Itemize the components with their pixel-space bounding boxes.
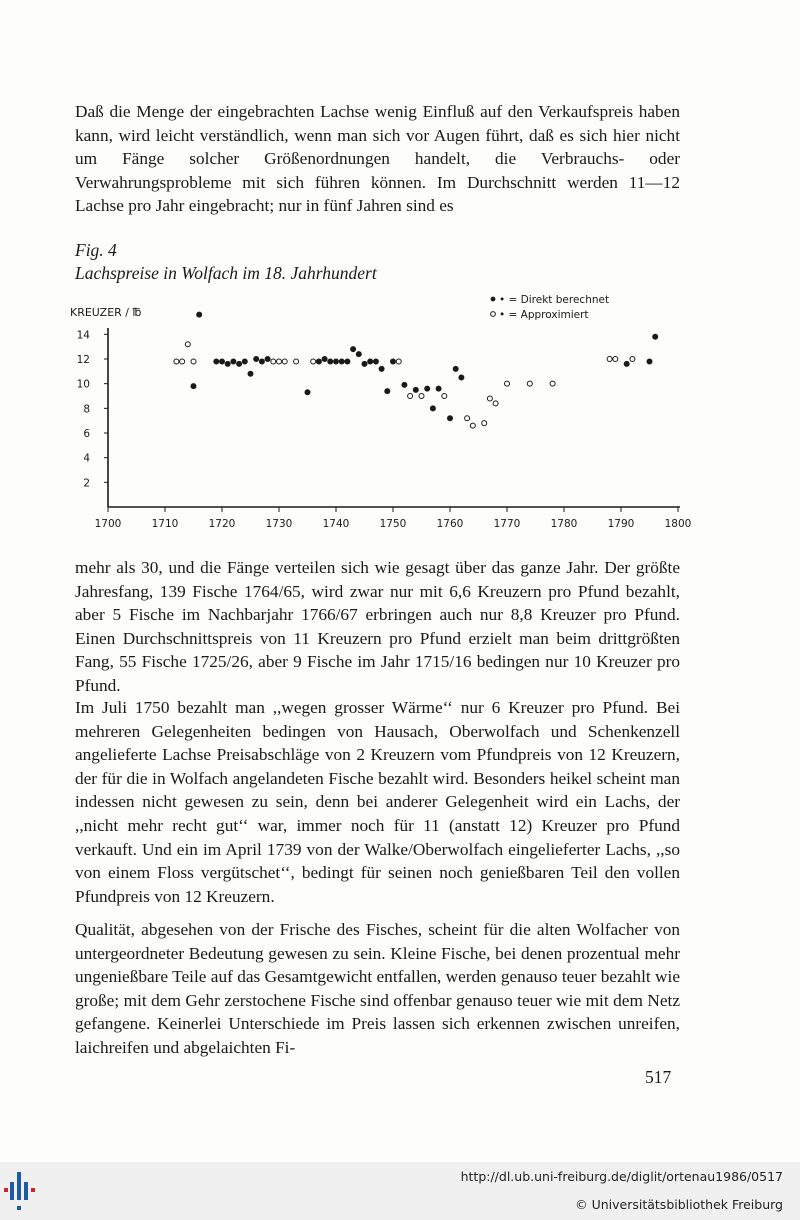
data-point-direct xyxy=(334,359,339,364)
x-ticks xyxy=(95,507,692,530)
data-point-approx xyxy=(311,359,316,364)
data-point-approx xyxy=(482,421,487,426)
y-axis-label: KREUZER / ℔ xyxy=(70,306,142,319)
price-scatter-chart xyxy=(60,288,695,533)
y-tick-label: 12 xyxy=(76,354,90,366)
legend-open-marker xyxy=(491,312,496,317)
y-tick-label: 8 xyxy=(83,403,90,416)
data-point-approx xyxy=(419,394,424,399)
data-point-approx xyxy=(613,357,618,362)
x-tick-label: 1710 xyxy=(151,518,179,530)
data-point-approx xyxy=(630,357,635,362)
data-point-approx xyxy=(180,359,185,364)
data-point-direct xyxy=(214,359,219,364)
data-point-direct xyxy=(254,357,259,362)
figure-title: Lachspreise in Wolfach im 18. Jahrhundert xyxy=(75,263,377,283)
data-point-direct xyxy=(362,361,367,366)
x-tick-label: 1740 xyxy=(322,518,350,530)
data-point-approx xyxy=(191,359,196,364)
data-point-direct xyxy=(197,312,202,317)
university-library-logo xyxy=(0,1162,60,1220)
data-point-direct xyxy=(305,390,310,395)
x-tick-label: 1730 xyxy=(265,518,293,530)
legend-item-approximiert: • = Approximiert xyxy=(499,309,589,321)
paragraph-quality: Qualität, abgesehen von der Frische des Fisches, scheint für die alten Wolfacher von untergeordneter Bedeutung gewesen zu sein. Kleine Fische, bei denen prozentual mehr ungenießbare Teile auf das Gesamtgewicht entfallen, werden genauso teuer bezahlt wie große; mit dem Gehr zerstochene Fische sind offenbar genauso teuer wie mit dem Netz gefangene. Keinerlei Unterschiede im Preis lassen sich erkennen zwischen unreifen, laichreifen und abgelaichten Fi- xyxy=(75,920,680,1057)
legend xyxy=(491,294,609,321)
data-point-direct xyxy=(220,359,225,364)
x-tick-label: 1720 xyxy=(208,518,236,530)
data-point-direct xyxy=(459,375,464,380)
data-point-direct xyxy=(259,359,264,364)
data-point-direct xyxy=(316,359,321,364)
viewer-footer xyxy=(0,1162,800,1220)
data-point-direct xyxy=(624,361,629,366)
data-point-direct xyxy=(379,366,384,371)
data-point-direct xyxy=(356,352,361,357)
data-point-approx xyxy=(396,359,401,364)
data-point-direct xyxy=(453,366,458,371)
footer-copyright: © Universitätsbibliothek Freiburg xyxy=(575,1197,783,1212)
data-point-direct xyxy=(191,384,196,389)
data-point-direct xyxy=(225,361,230,366)
data-point-direct xyxy=(413,387,418,392)
data-point-direct xyxy=(248,371,253,376)
data-point-direct xyxy=(436,386,441,391)
data-point-approx xyxy=(282,359,287,364)
data-point-direct xyxy=(425,386,430,391)
data-point-approx xyxy=(465,416,470,421)
data-point-direct xyxy=(391,359,396,364)
figure-label: Fig. 4 xyxy=(75,240,117,260)
data-point-approx xyxy=(185,342,190,347)
y-tick-label: 14 xyxy=(76,329,90,342)
footer-url[interactable]: http://dl.ub.uni-freiburg.de/diglit/ortenau1986/0517 xyxy=(460,1169,783,1184)
data-point-approx xyxy=(550,381,555,386)
x-tick-label: 1780 xyxy=(550,518,578,530)
data-point-direct xyxy=(322,357,327,362)
data-point-direct xyxy=(345,359,350,364)
data-point-approx xyxy=(277,359,282,364)
data-point-approx xyxy=(527,381,532,386)
data-point-direct xyxy=(368,359,373,364)
data-point-approx xyxy=(505,381,510,386)
y-tick-label: 10 xyxy=(76,378,90,391)
page-number: 517 xyxy=(645,1067,672,1087)
data-point-direct xyxy=(430,406,435,411)
data-point-approx xyxy=(271,359,276,364)
paragraph-july-1750: Im Juli 1750 bezahlt man ,,wegen grosser Wärme‘‘ nur 6 Kreuzer pro Pfund. Bei mehreren Gelegenheiten bedingen von Hausach, Oberwolfach und Schenkenzell angelieferte Lachse Preisabschläge von 2 Kreuzern vom Pfundpreis von 12 Kreuzern, der für die in Wolfach angelandeten Fische bezahlt wird. Besonders heikel scheint man indessen nicht gewesen zu sein, denn bei anderer Gelegenheit wird ein Lachs, der ,,nicht mehr recht gut‘‘ war, immer noch für 11 (anstatt 12) Kreuzer pro Pfund verkauft. Und ein im April 1739 von der Walke/Oberwolfach eingelieferter Lachs, ,,so von einem Floss vergütschet‘‘, bedingt für seinen noch genießbaren Teil den vollen Pfundpreis von 12 Kreuzern. xyxy=(75,698,680,906)
data-point-approx xyxy=(294,359,299,364)
data-point-direct xyxy=(328,359,333,364)
data-point-direct xyxy=(265,357,270,362)
legend-filled-marker xyxy=(491,297,496,302)
data-point-direct xyxy=(351,347,356,352)
data-point-direct xyxy=(647,359,652,364)
data-point-approx xyxy=(174,359,179,364)
data-point-direct xyxy=(653,334,658,339)
x-tick-label: 1760 xyxy=(436,518,464,530)
x-tick-label: 1770 xyxy=(493,518,521,530)
x-tick-label: 1790 xyxy=(607,518,635,530)
data-point-approx xyxy=(470,423,475,428)
x-tick-label: 1800 xyxy=(664,518,692,530)
paragraph-intro: Daß die Menge der eingebrachten Lachse wenig Einfluß auf den Verkaufspreis haben kann, wird leicht verständlich, wenn man sich vor Augen führt, daß es sich hier nicht um Fänge solcher Größenordnungen handelt, die Verbrauchs- oder Verwahrungsprobleme mit sich führen können. Im Durchschnitt werden 11—12 Lachse pro Jahr eingebracht; nur in fünf Jahren sind es xyxy=(75,102,680,216)
data-point-direct xyxy=(373,359,378,364)
data-point-approx xyxy=(487,396,492,401)
data-point-direct xyxy=(339,359,344,364)
data-point-direct xyxy=(242,359,247,364)
data-point-approx xyxy=(408,394,413,399)
y-tick-label: 4 xyxy=(83,452,90,465)
x-tick-label: 1750 xyxy=(379,518,407,530)
data-point-approx xyxy=(442,394,447,399)
legend-item-direkt: • = Direkt berechnet xyxy=(499,294,610,306)
data-point-direct xyxy=(385,389,390,394)
x-tick-label: 1700 xyxy=(94,518,122,530)
y-ticks xyxy=(77,329,108,489)
data-point-direct xyxy=(402,382,407,387)
data-point-approx xyxy=(493,401,498,406)
data-point-direct xyxy=(231,359,236,364)
y-tick-label: 2 xyxy=(83,477,90,490)
paragraph-catches: mehr als 30, und die Fänge verteilen sich wie gesagt über das ganze Jahr. Der größte Jahresfang, 139 Fische 1764/65, wird zwar nur mit 6,6 Kreuzern pro Pfund bezahlt, aber 5 Fische im Nachbarjahr 1766/67 erbringen auch nur 8,8 Kreuzer pro Pfund. Einen Durchschnittspreis von 11 Kreuzern pro Pfund erzielt man beim drittgrößten Fang, 55 Fische 1725/26, aber 9 Fische im Jahr 1715/16 bedingen nur 10 Kreuzer pro Pfund. xyxy=(75,558,680,695)
data-points xyxy=(174,312,658,428)
data-point-direct xyxy=(448,416,453,421)
data-point-direct xyxy=(237,361,242,366)
y-tick-label: 6 xyxy=(83,428,90,440)
data-point-approx xyxy=(607,357,612,362)
